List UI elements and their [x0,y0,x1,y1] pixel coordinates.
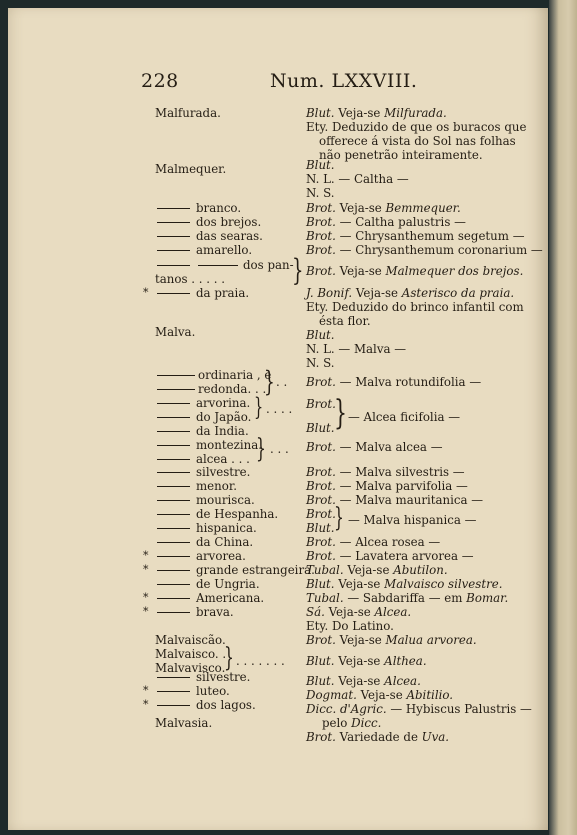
etymology-line: Ety. Deduzido de que os buracos que [306,120,527,134]
source: J. Bonif. [306,286,353,300]
text: — Lavatera arvorea — [339,549,474,563]
text: Veja-se [338,106,381,120]
sub-term: de Ungria. [196,577,260,591]
sub-term: brava. [196,605,234,619]
sub-term: mourisca. [196,493,255,507]
source: Brot. [306,549,336,563]
leader-dots: . . [276,375,288,389]
sub-term: menor. [196,479,237,493]
asterisk-mark: * [143,605,149,618]
sub-term: amarello. [196,243,253,257]
source: Brot. [306,375,336,389]
sub-term: silvestre. [196,465,251,479]
nomenclature-line: N. L. — Caltha — [306,172,409,186]
page-number: 228 [141,70,179,92]
dash [157,250,190,251]
source: Brot. [306,264,336,278]
sub-term: da China. [196,535,254,549]
sub-term: grande estrangeira. [196,563,315,577]
asterisk-mark: * [143,698,149,711]
brace: } [334,503,344,533]
etymology-line: ésta flor. [319,314,371,328]
asterisk-mark: * [143,549,149,562]
dash [157,208,190,209]
source: Tubal. [306,563,344,577]
brace: } [264,365,275,398]
entry-definition [306,201,461,215]
source: Blut. [306,521,335,535]
reference: Malvaisco silvestre. [384,577,503,591]
entry-definition [306,563,448,577]
dash [157,445,190,446]
dash [157,389,195,390]
dash [198,265,238,266]
entry-definition: — Alcea ficifolia — [348,410,461,424]
asterisk-mark: * [143,591,149,604]
sub-term: Americana. [196,591,265,605]
reference: Althea. [384,654,427,668]
dash [157,705,190,706]
asterisk-mark: * [143,286,149,299]
entry-definition [306,535,440,549]
entry-definition [306,229,525,243]
source: Dogmat. [306,688,357,702]
entry-definition [306,440,443,454]
reference: Malmequer dos brejos. [385,264,524,278]
sub-term: de Hespanha. [196,507,279,521]
reference: Bomar. [466,591,509,605]
text: Veja-se [339,201,382,215]
sub-term: dos pan- [243,258,294,272]
leader-dots: . . . . . . . [236,654,285,668]
brace: } [256,434,266,464]
etymology-line: não penetrão inteiramente. [319,148,483,162]
dash [157,556,190,557]
running-head: Num. LXXVIII. [270,70,418,92]
entry-definition [306,730,449,744]
entry-definition [306,605,411,619]
source: Sá. [306,605,325,619]
source: Blut. [306,106,335,120]
entry-term: Malvaisco. . [155,647,227,661]
dash [157,486,190,487]
text: Veja-se [347,563,390,577]
source: Blut. [306,654,335,668]
reference: Alcea. [374,605,412,619]
dash [157,514,190,515]
entry-definition [306,688,453,702]
source: Brot. [306,243,336,257]
text: Veja-se [339,633,382,647]
brace: } [254,393,264,421]
leader-dots: . . . [270,442,289,456]
source: Blut. [306,577,335,591]
nomenclature-line: N. S. [306,356,335,370]
etymology-line: offerece á vista do Sol nas folhas [319,134,516,148]
text: — Malva rotundifolia — [339,375,482,389]
sub-term: ordinaria , e [198,368,272,382]
reference: Alcea. [384,674,421,688]
sub-term: da India. [196,424,249,438]
sub-term: silvestre. [196,670,251,684]
sub-term: arvorea. [196,549,246,563]
entry-definition [306,106,447,120]
nomenclature-line: N. S. [306,186,335,200]
dash [157,459,190,460]
text: — Chrysanthemum coronarium — [339,243,543,257]
dash [157,584,190,585]
entry-definition [306,286,514,300]
reference: Uva. [421,730,450,744]
entry-term: Malfurada. [155,106,221,120]
text: — Alcea rosea — [339,535,441,549]
sub-term: dos lagos. [196,698,256,712]
etymology-line: Ety. Do Latino. [306,619,394,633]
entry-definition: — Malva hispanica — [348,513,477,527]
source: Blut. [306,328,335,342]
sub-term: redonda. . . [198,382,267,396]
reference: Bemmequer. [385,201,461,215]
text: Veja-se [338,654,381,668]
brace: } [292,253,304,288]
source: Brot. [306,397,336,411]
entry-term: Malvavisco. [155,661,226,675]
reference: Dicc. [351,716,382,730]
text: — Malva mauritanica — [339,493,484,507]
brace: } [334,393,347,433]
source: Brot. [306,229,336,243]
text: — Malva silvestris — [339,465,465,479]
text: Veja-se [360,688,403,702]
text: Veja-se [355,286,399,300]
entry-definition [306,243,543,257]
entry-definition [306,633,477,647]
dash [157,598,190,599]
dash [157,265,190,266]
entry-definition [306,591,508,605]
sub-term: hispanica. [196,521,257,535]
nomenclature-line: N. L. — Malva — [306,342,407,356]
text: Veja-se [338,674,381,688]
entry-definition [306,479,468,493]
dash [157,542,190,543]
sub-term: alcea . . . [196,452,250,466]
entry-definition [306,375,481,389]
sub-term: branco. [196,201,242,215]
dash [157,236,190,237]
asterisk-mark: * [143,684,149,697]
source: Brot. [306,201,336,215]
dash [157,375,195,376]
dash [157,691,190,692]
asterisk-mark: * [143,563,149,576]
dash [157,570,190,571]
leader-dots: . . . . [266,402,293,416]
text: Variedade de [339,730,418,744]
reference: Abitilio. [406,688,454,702]
text: Veja-se [339,264,382,278]
dash [157,222,190,223]
etymology-line: Ety. Deduzido do brinco infantil com [306,300,524,314]
sub-term: luteo. [196,684,230,698]
text: Veja-se [338,577,381,591]
entry-definition [306,493,483,507]
source: Brot. [306,215,336,229]
text: Veja-se [328,605,371,619]
reference: Milfurada. [384,106,447,120]
sub-term: das searas. [196,229,263,243]
dash [157,612,190,613]
sub-term: do Japão. [196,410,252,424]
entry-term: Malva. [155,325,196,339]
sub-term: arvorina. [196,396,251,410]
brace: } [224,643,234,673]
reference: Asterisco da praia. [401,286,515,300]
text: — Chrysanthemum segetum — [339,229,525,243]
dash [157,431,190,432]
source: Brot. [306,633,336,647]
entry-definition [306,549,474,563]
text: — Malva parvifolia — [339,479,468,493]
text: — Malva alcea — [339,440,443,454]
dash [157,403,190,404]
sub-term: dos brejos. [196,215,262,229]
entry-definition [306,702,532,716]
entry-definition [306,577,502,591]
dash [157,500,190,501]
text: — Caltha palustris — [339,215,466,229]
reference: Malua arvorea. [385,633,477,647]
dash [157,472,190,473]
entry-term: Malvasia. [155,716,213,730]
book-spine-edge [549,0,577,835]
source: Brot. [306,479,336,493]
text: — Sabdariffa — em [347,591,463,605]
sub-term: montezina. [196,438,262,452]
entry-definition [306,465,465,479]
entry-definition [306,654,427,668]
source: Brot. [306,507,336,521]
text: — Hybiscus Palustris — [390,702,532,716]
source: Dicc. d'Agric. [306,702,387,716]
source: Blut. [306,158,335,172]
source: Brot. [306,535,336,549]
entry-term: Malvaiscão. [155,633,226,647]
source: Tubal. [306,591,344,605]
text: pelo [322,716,348,730]
source: Brot. [306,730,336,744]
dash [157,677,190,678]
entry-definition [306,264,523,278]
source: Brot. [306,493,336,507]
source: Blut. [306,421,335,435]
sub-term-continued: tanos . . . . . [155,272,226,286]
sub-term: da praia. [196,286,250,300]
source: Blut. [306,674,335,688]
entry-definition [306,674,421,688]
entry-definition [306,215,466,229]
entry-term: Malmequer. [155,162,227,176]
source: Brot. [306,465,336,479]
dash [157,293,190,294]
source: Brot. [306,440,336,454]
entry-definition-continued [322,716,381,730]
dash [157,417,190,418]
reference: Abutilon. [393,563,448,577]
dash [157,528,190,529]
